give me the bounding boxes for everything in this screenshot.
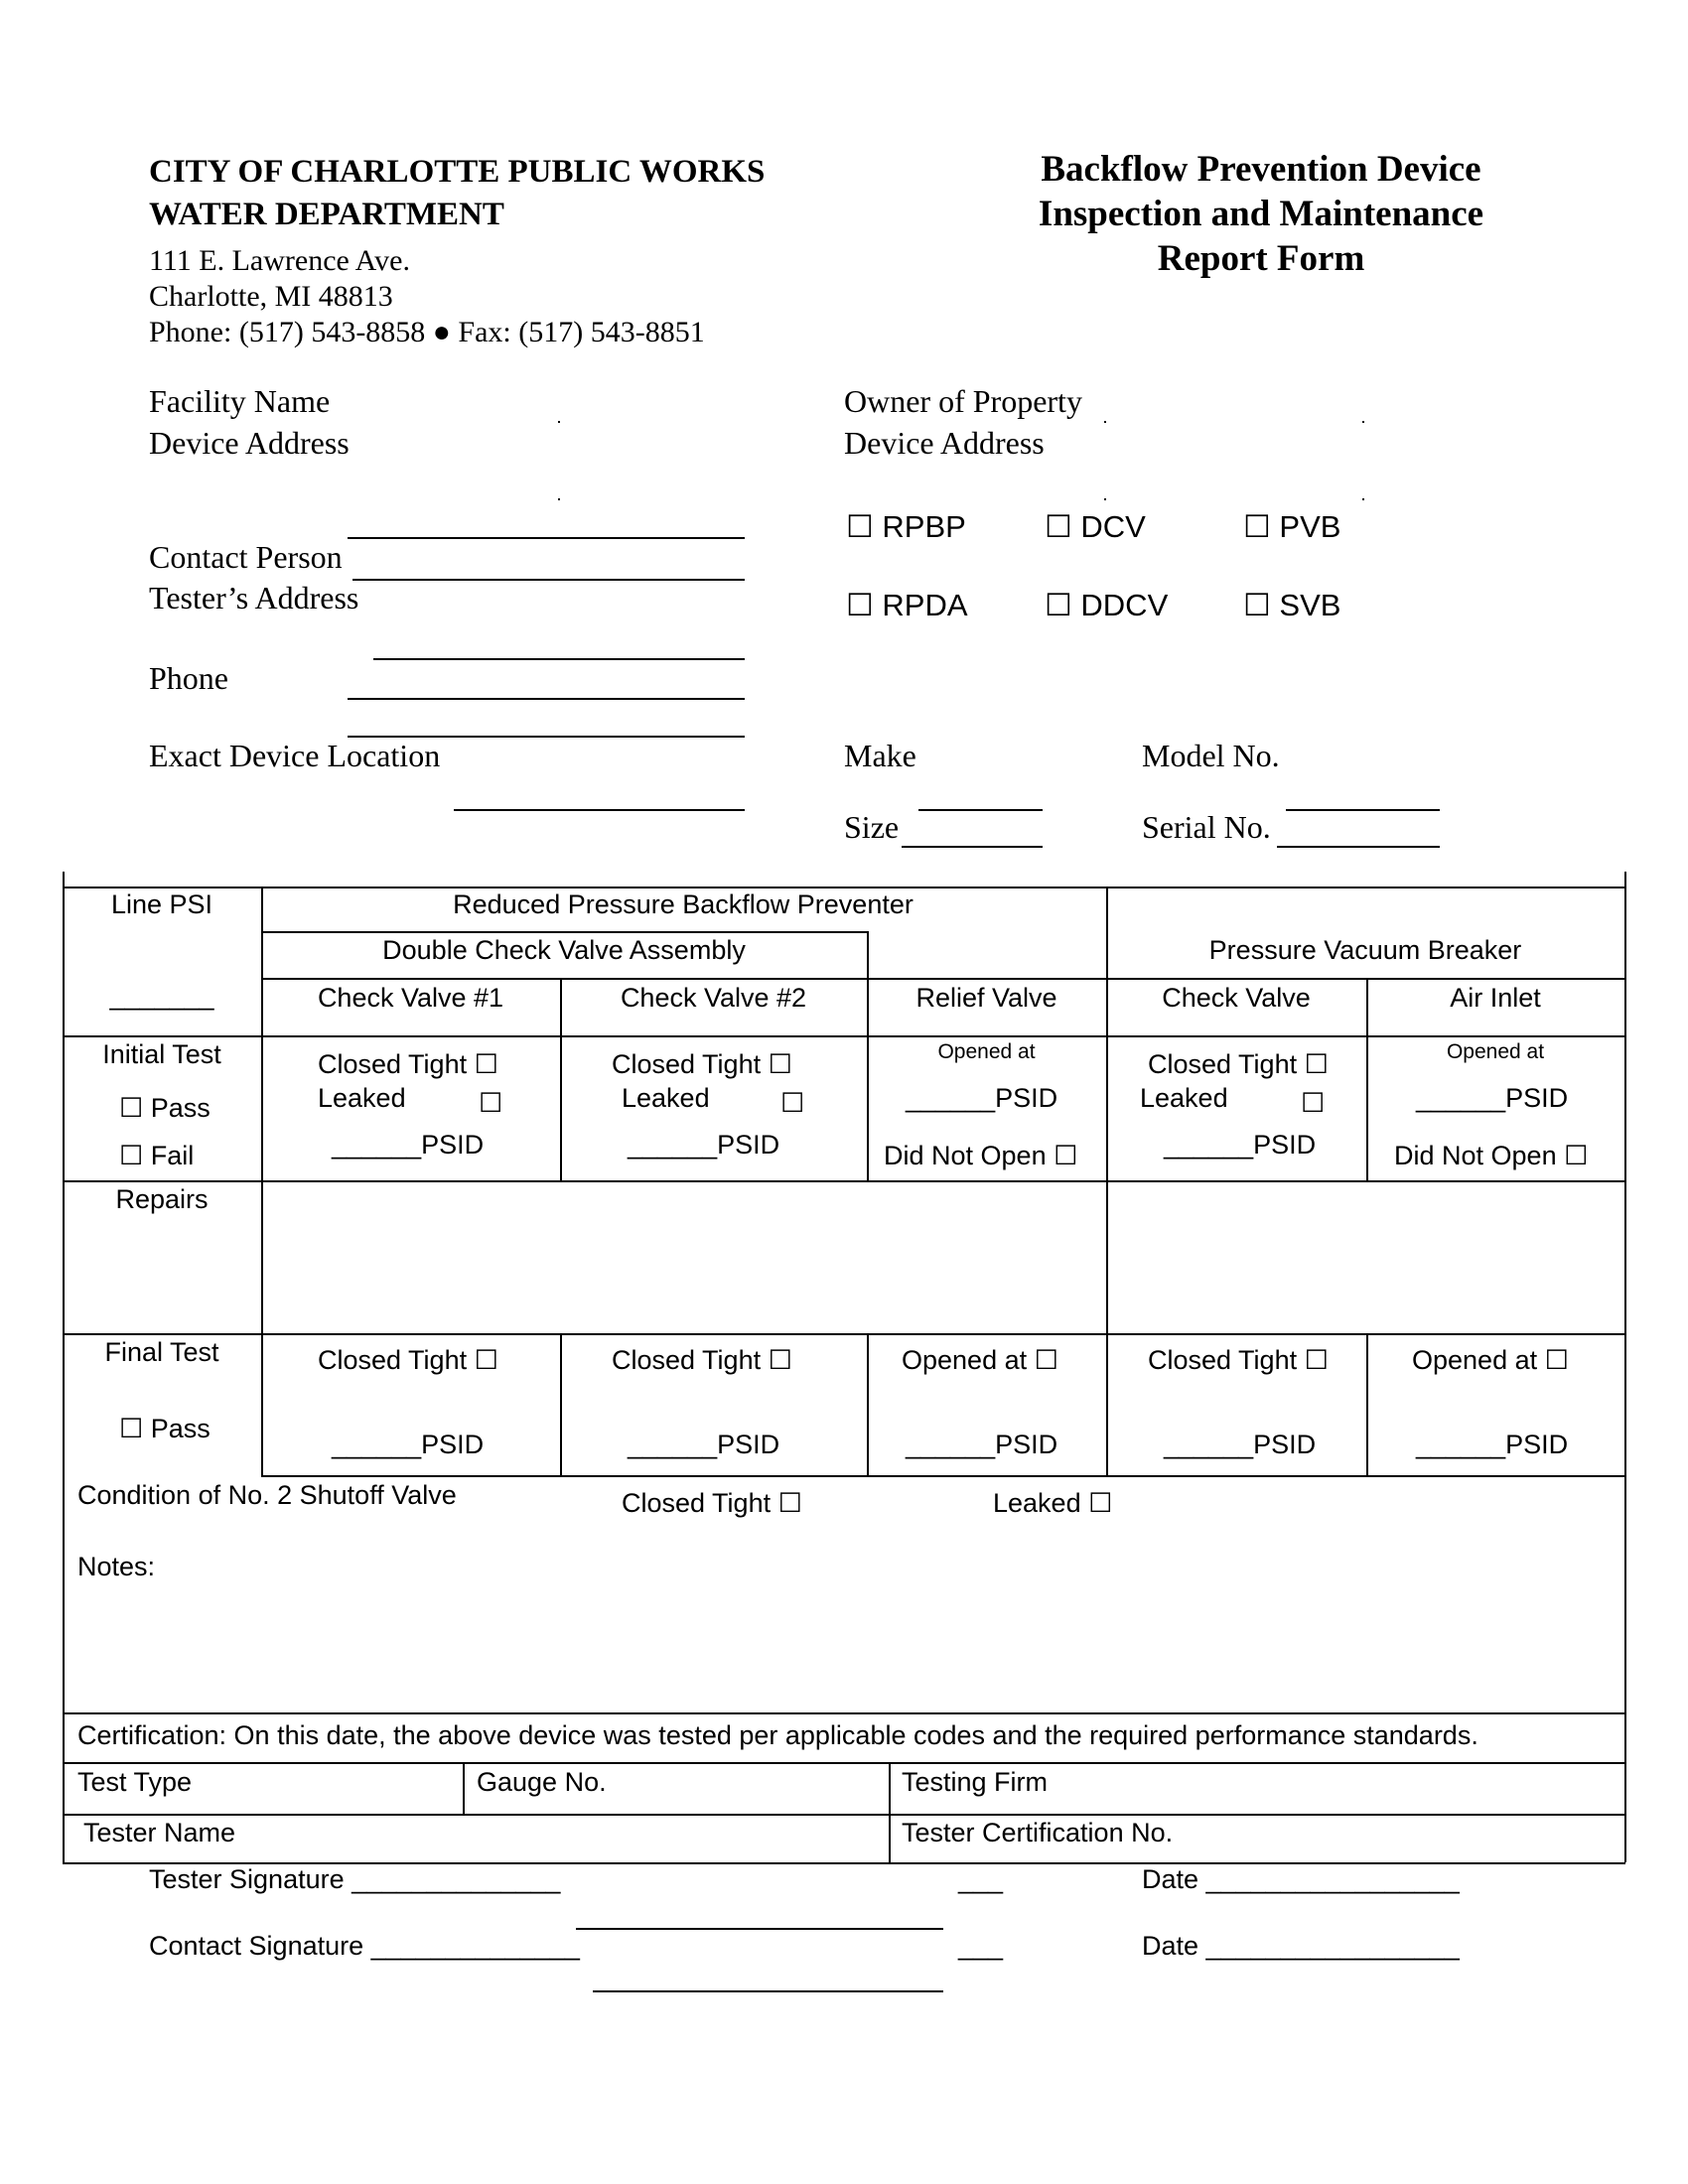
pvb-cv-leaked-label: Leaked bbox=[1140, 1083, 1228, 1113]
final-air-inlet-psid[interactable]: ______PSID bbox=[1416, 1430, 1569, 1459]
table-rule bbox=[261, 887, 263, 1475]
form-title bbox=[1023, 147, 1499, 281]
table-rule bbox=[63, 1333, 1625, 1335]
cv1-psid[interactable]: ______PSID bbox=[332, 1130, 485, 1160]
repairs-rp-field[interactable] bbox=[263, 1182, 1104, 1332]
dot-mark bbox=[1362, 421, 1364, 423]
final-cv2-closed-tight[interactable]: Closed Tight ☐ bbox=[612, 1345, 792, 1375]
line-psi-label: Line PSI bbox=[110, 889, 213, 919]
cv2-closed-tight[interactable]: Closed Tight ☐ bbox=[612, 1049, 792, 1079]
checkbox-rpda[interactable]: ☐ RPDA bbox=[846, 588, 968, 622]
size-field[interactable] bbox=[902, 846, 1043, 848]
checkbox-ddcv[interactable]: ☐ DDCV bbox=[1045, 588, 1169, 622]
cv2-leaked-label: Leaked bbox=[622, 1083, 710, 1113]
tester-cert-no-field[interactable]: Tester Certification No. bbox=[902, 1818, 1174, 1847]
contact-date-field[interactable]: Date _________________ bbox=[1142, 1931, 1460, 1961]
city-state-zip: Charlotte, MI 48813 bbox=[149, 280, 393, 313]
device-address-right-label: Device Address bbox=[844, 425, 1045, 461]
pvb-cv-closed-tight[interactable]: Closed Tight ☐ bbox=[1148, 1049, 1329, 1079]
cv2-psid[interactable]: ______PSID bbox=[628, 1130, 780, 1160]
certification-statement: Certification: On this date, the above device was tested per applicable codes and the required performance standards. bbox=[77, 1720, 1478, 1750]
final-relief-psid[interactable]: ______PSID bbox=[906, 1430, 1058, 1459]
relief-valve-header: Relief Valve bbox=[915, 983, 1057, 1013]
table-rule bbox=[867, 1333, 869, 1475]
table-rule bbox=[1106, 887, 1108, 1475]
tester-signature-short-line: ___ bbox=[958, 1864, 1004, 1894]
device-location-field[interactable] bbox=[454, 809, 745, 811]
table-rule bbox=[63, 1762, 1625, 1764]
final-pass-checkbox[interactable]: ☐ Pass bbox=[119, 1414, 211, 1443]
contact-signature-short-line: ___ bbox=[958, 1931, 1004, 1961]
department-name: WATER DEPARTMENT bbox=[149, 197, 504, 232]
testers-address-field[interactable] bbox=[373, 658, 745, 660]
checkbox-pvb[interactable]: ☐ PVB bbox=[1243, 509, 1341, 544]
form-title-line1: Backflow Prevention Device bbox=[1041, 149, 1481, 190]
table-rule bbox=[63, 1712, 1625, 1714]
phone-field[interactable] bbox=[348, 698, 745, 700]
testing-firm-field[interactable]: Testing Firm bbox=[902, 1767, 1049, 1797]
table-rule bbox=[63, 1035, 1625, 1037]
final-cv2-psid[interactable]: ______PSID bbox=[628, 1430, 780, 1459]
air-inlet-header: Air Inlet bbox=[1450, 983, 1541, 1013]
shutoff-valve-condition-label: Condition of No. 2 Shutoff Valve bbox=[77, 1480, 457, 1510]
model-no-label: Model No. bbox=[1142, 738, 1280, 773]
make-field[interactable] bbox=[918, 809, 1043, 811]
phone-fax: Phone: (517) 543-8858 ● Fax: (517) 543-8851 bbox=[149, 316, 705, 348]
table-rule bbox=[1366, 1333, 1368, 1475]
air-inlet-psid[interactable]: ______PSID bbox=[1416, 1083, 1569, 1113]
contact-signature-field[interactable]: Contact Signature ______________ bbox=[149, 1931, 580, 1961]
final-cv1-closed-tight[interactable]: Closed Tight ☐ bbox=[318, 1345, 498, 1375]
final-test-label: Final Test bbox=[104, 1337, 219, 1367]
size-label: Size bbox=[844, 809, 900, 845]
contact-person-field[interactable] bbox=[352, 579, 745, 581]
dot-mark bbox=[1104, 498, 1106, 500]
final-relief-opened-at[interactable]: Opened at ☐ bbox=[902, 1345, 1058, 1375]
pvb-cv-psid[interactable]: ______PSID bbox=[1164, 1130, 1317, 1160]
tester-name-field[interactable]: Tester Name bbox=[83, 1818, 236, 1847]
check-valve-2-header: Check Valve #2 bbox=[620, 983, 807, 1013]
owner-of-property-label: Owner of Property bbox=[844, 383, 1082, 419]
notes-field[interactable] bbox=[65, 1588, 1622, 1709]
serial-no-label: Serial No. bbox=[1142, 809, 1271, 845]
table-rule bbox=[63, 887, 1625, 888]
model-no-field[interactable] bbox=[1286, 809, 1440, 811]
table-rule bbox=[261, 978, 1625, 980]
cv1-closed-tight[interactable]: Closed Tight ☐ bbox=[318, 1049, 498, 1079]
checkbox-svb[interactable]: ☐ SVB bbox=[1243, 588, 1341, 622]
street-address: 111 E. Lawrence Ave. bbox=[149, 244, 410, 277]
air-inlet-did-not-open[interactable]: Did Not Open ☐ bbox=[1394, 1141, 1589, 1170]
repairs-label: Repairs bbox=[115, 1184, 209, 1214]
table-rule bbox=[63, 1814, 1625, 1816]
line-psi-field[interactable]: _______ bbox=[109, 981, 214, 1011]
cv1-leaked-label: Leaked bbox=[318, 1083, 406, 1113]
table-rule bbox=[1624, 872, 1626, 1862]
exact-device-location-label: Exact Device Location bbox=[149, 738, 441, 773]
dot-mark bbox=[558, 421, 560, 423]
final-air-inlet-opened-at[interactable]: Opened at ☐ bbox=[1412, 1345, 1569, 1375]
form-title-line3: Report Form bbox=[1157, 238, 1365, 279]
relief-psid[interactable]: ______PSID bbox=[906, 1083, 1058, 1113]
cv2-leaked-checkbox[interactable]: ☐ bbox=[780, 1088, 805, 1118]
shutoff-closed-tight-checkbox[interactable]: Closed Tight ☐ bbox=[622, 1488, 802, 1518]
initial-fail-checkbox[interactable]: ☐ Fail bbox=[119, 1141, 195, 1170]
air-inlet-opened-at: Opened at bbox=[1446, 1040, 1545, 1063]
repairs-pvb-field[interactable] bbox=[1108, 1182, 1623, 1332]
dot-mark bbox=[1104, 421, 1106, 423]
tester-date-field[interactable]: Date _________________ bbox=[1142, 1864, 1460, 1894]
dot-mark bbox=[558, 498, 560, 500]
check-valve-1-header: Check Valve #1 bbox=[317, 983, 504, 1013]
initial-test-label: Initial Test bbox=[102, 1039, 221, 1069]
phone-label: Phone bbox=[149, 660, 228, 696]
pvb-cv-leaked-checkbox[interactable]: ☐ bbox=[1301, 1088, 1326, 1118]
relief-opened-at: Opened at bbox=[937, 1040, 1036, 1063]
contact-signature-line[interactable] bbox=[593, 1990, 943, 1992]
final-pvb-cv-closed-tight[interactable]: Closed Tight ☐ bbox=[1148, 1345, 1329, 1375]
final-cv1-psid[interactable]: ______PSID bbox=[332, 1430, 485, 1459]
notes-label: Notes: bbox=[77, 1552, 156, 1581]
cv1-leaked-checkbox[interactable]: ☐ bbox=[479, 1088, 503, 1118]
initial-pass-checkbox[interactable]: ☐ Pass bbox=[119, 1093, 211, 1123]
shutoff-leaked-checkbox[interactable]: Leaked ☐ bbox=[993, 1488, 1113, 1518]
table-rule bbox=[560, 1333, 562, 1475]
table-rule bbox=[261, 1475, 1625, 1477]
test-type-field[interactable]: Test Type bbox=[77, 1767, 193, 1797]
table-rule bbox=[889, 1762, 891, 1862]
org-name: CITY OF CHARLOTTE PUBLIC WORKS bbox=[149, 154, 766, 190]
dot-mark bbox=[1362, 498, 1364, 500]
dc-header: Double Check Valve Assembly bbox=[382, 935, 746, 965]
checkbox-rpbp[interactable]: ☐ RPBP bbox=[846, 509, 966, 544]
checkbox-dcv[interactable]: ☐ DCV bbox=[1045, 509, 1146, 544]
contact-person-label: Contact Person bbox=[149, 539, 343, 575]
form-title-line2: Inspection and Maintenance bbox=[1038, 194, 1484, 234]
device-address-label: Device Address bbox=[149, 425, 350, 461]
relief-did-not-open[interactable]: Did Not Open ☐ bbox=[884, 1141, 1078, 1170]
facility-name-label: Facility Name bbox=[149, 383, 331, 419]
table-rule bbox=[463, 1762, 465, 1814]
check-valve-header: Check Valve bbox=[1162, 983, 1311, 1013]
final-pvb-cv-psid[interactable]: ______PSID bbox=[1164, 1430, 1317, 1459]
rp-header: Reduced Pressure Backflow Preventer bbox=[453, 889, 914, 919]
testers-address-label: Tester’s Address bbox=[149, 580, 359, 615]
table-rule bbox=[261, 931, 867, 933]
make-label: Make bbox=[844, 738, 916, 773]
tester-signature-line[interactable] bbox=[576, 1928, 943, 1930]
pvb-header: Pressure Vacuum Breaker bbox=[1208, 935, 1522, 965]
address-line-field[interactable] bbox=[348, 537, 745, 539]
serial-no-field[interactable] bbox=[1277, 846, 1440, 848]
tester-signature-field[interactable]: Tester Signature ______________ bbox=[149, 1864, 561, 1894]
gauge-no-field[interactable]: Gauge No. bbox=[477, 1767, 607, 1797]
